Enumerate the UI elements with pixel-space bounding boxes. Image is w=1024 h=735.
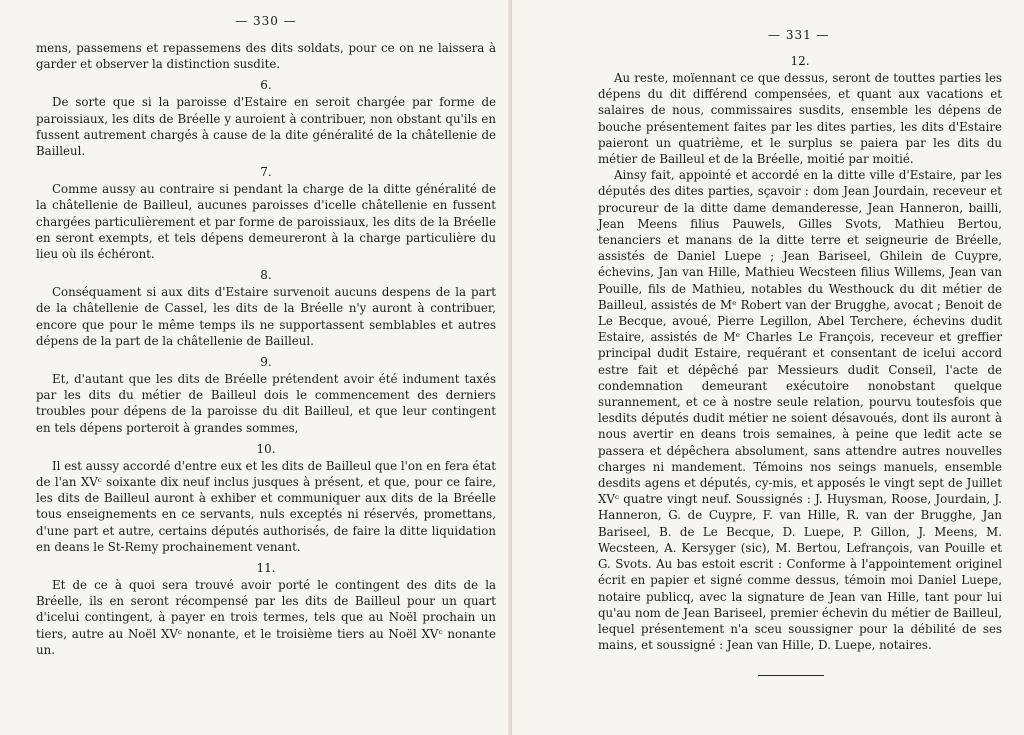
section-number: 10. bbox=[256, 441, 276, 456]
section-text: Et de ce à quoi sera trouvé avoir porté le contingent des dits de la Bréelle, ils en seront récompensé par les dits de Bailleul pour un quart d'icelui contingent, à payer en trois termes, tels que au Noël prochain un tiers, autre au Noël XVᶜ nonante, et le troisième tiers au Noël XVᶜ nonante un. bbox=[36, 578, 496, 657]
page-number: — 330 — bbox=[235, 14, 297, 28]
section-number: 11. bbox=[256, 561, 276, 576]
end-rule bbox=[758, 675, 824, 676]
right-page bbox=[512, 0, 1024, 735]
section-text: De sorte que si la paroisse d'Estaire en seroit chargée par forme de paroissiaux, les dits de Bréelle y auroient à contribuer, non obstant qu'ils en fussent autrement chargés à cause de la dite généralité de la châtellenie de Bailleul. bbox=[36, 95, 496, 159]
section-number: 6. bbox=[260, 78, 272, 93]
section-number: 9. bbox=[260, 355, 272, 370]
section-number: 7. bbox=[260, 165, 272, 180]
section-text: Conséquament si aux dits d'Estaire survenoit aucuns despens de la part de la châtellenie de Cassel, les dits de la Bréelle n'y auront à contribuer, encore que pour le même temps ils ne supportassent semblables et autres dépens de la part de la châtellenie de Bailleul. bbox=[36, 285, 496, 348]
page-number: — 331 — bbox=[768, 28, 830, 42]
section-text: Il est aussy accordé d'entre eux et les dits de Bailleul que l'on en fera état de l'an XVᶜ soixante dix neuf inclus jusques à présent, et que, pour ce faire, les dits de Bailleul auront à exhiber et communiquer aux dits de la Bréelle tous enseignements en ce servants, nuls exceptés ni réservés, promettans, d'une part et autre, certains députés authorisés, de faire la ditte liquidation en deans le St-Remy prochainement venant. bbox=[36, 458, 496, 554]
section-number: 12. bbox=[790, 54, 810, 68]
section-text: Et, d'autant que les dits de Bréelle prétendent avoir été indument taxés par les dits du métier de Bailleul dois le commencement des derniers troubles pour dépens de la paroisse du dit Bailleul, et que leur contingent en tels dépens porteroit à grandes sommes, bbox=[36, 372, 496, 435]
section-number: 8. bbox=[260, 268, 272, 283]
section-text: Comme aussy au contraire si pendant la charge de la ditte généralité de la châtellenie de Bailleul, aucunes paroisses d'icelle châtellenie en fussent chargées particulièrement et par forme de paroissiaux, les dits de la Bréelle en seront exempts, et tels dépens demeureront à la charge particulière du lieu où ils échéront. bbox=[36, 182, 496, 262]
continuation-text: mens, passemens et repassemens des dits soldats, pour ce on ne laissera à garder et observer la distinction susdite. bbox=[36, 41, 496, 72]
section-text: Au reste, moïennant ce que dessus, seront de touttes parties les dépens du dit différend compensées, et quant aux vacations et salaires de nous, commissaires susdits, ensemble les dépens de bouche présentement faites par les dites parties, les dits d'Estaire paieront un quatrième, et le surplus se paiera par les dits du métier de Bailleul et de la Bréelle, moitié par moitié. bbox=[598, 71, 1002, 167]
section-text: Ainsy fait, appointé et accordé en la ditte ville d'Estaire, par les députés des dites parties, sçavoir : dom Jean Jourdain, receveur et procureur de la ditte dame demanderesse, Jean Hanneron, bailli, Jean Meens filius Pauwels, Gilles Svots, Mathieu Bertou, tenanciers et manans de la ditte terre et seigneurie de Bréelle, assistés de Daniel Luepe ; Jean Bariseel, Ghilein de Cuypre, échevins, Jan van Hille, Mathieu Wecsteen filius Willems, Jean van Pouille, fils de Mathieu, notables du Westhouck du dit métier de Bailleul, assistés de Mᵉ Robert van der Brugghe, avocat ; Benoit de Le Becque, avoué, Pierre Legillon, Abel Terchere, échevins dudit Estaire, assistés de Mᵉ Charles Le François, receveur et greffier principal dudit Estaire, requérant et consentant de icelui accord estre fait et dépêché par Messieurs dudit Conseil, l'acte de condemnation demeurant exécutoire nonobstant quelque surannement, et ce à nostre seule relation, pourvu toutesfois que lesdits députés dudit métier ne soient désavoués, dont ils auront à nous avertir en deans trois semaines, à peine que ledit acte se passera et dépêchera absolument, sans attendre autres nouvelles charges ni mandement. Témoins nos seings manuels, ensemble desdits agens et députés, cy-mis, et apposés le vingt sept de Juillet XVᶜ quatre vingt neuf. Soussignés : J. Huysman, Roose, Jourdain, J. Hanneron, G. de Cuypre, F. van Hille, R. van der Brugghe, Jan Bariseel, B. de Le Becque, D. Luepe, P. Gillon, J. Meens, M. Wecsteen, A. Kersyger (sic), M. Bertou, Lefrançois, van Pouille et G. Svots. Au bas estoit escrit : Conforme à l'appointement originel écrit en papier et signé comme dessus, témoin moi Daniel Luepe, notaire publicq, avec la signature de Jean van Hille, tant pour lui qu'au nom de Jean Bariseel, premier échevin du métier de Bailleul, lequel présentement n'a sceu soussigner pour la débilité de ses mains, et soussigné : Jean van Hille, D. Luepe, notaires. bbox=[598, 168, 1002, 653]
